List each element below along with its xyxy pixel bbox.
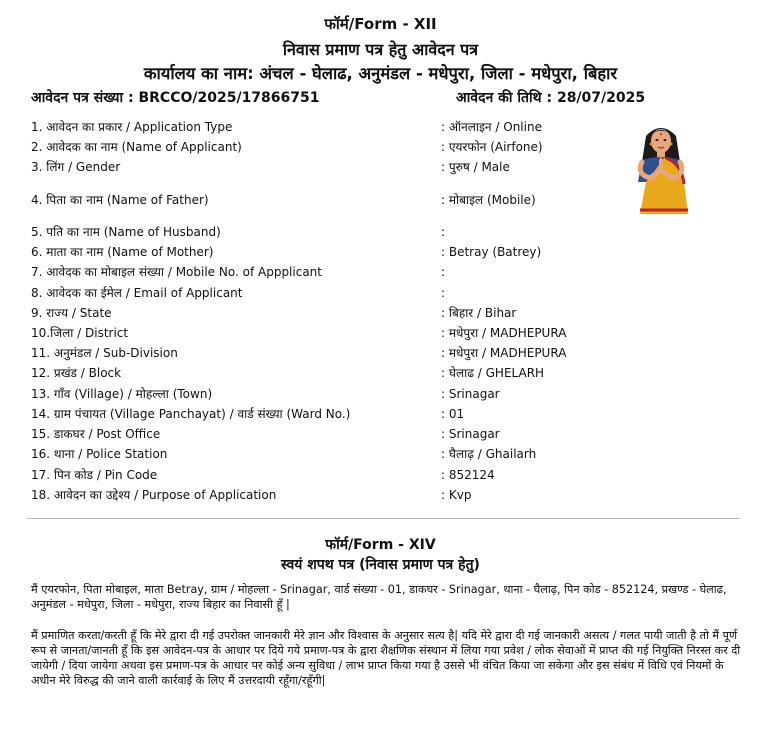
affidavit-subtitle: स्वयं शपथ पत्र (निवास प्रमाण पत्र हेतु) xyxy=(281,557,480,573)
field-label: 13. गाँव (Village) / मोहल्ला (Town) xyxy=(31,387,213,401)
field-value: : बिहार / Bihar xyxy=(441,306,517,320)
field-value: : xyxy=(441,225,446,239)
field-value: : पुरुष / Male xyxy=(441,160,510,174)
field-label: 5. पति का नाम (Name of Husband) xyxy=(31,225,221,239)
field-row xyxy=(0,405,761,423)
application-date: आवेदन की तिथि : 28/07/2025 xyxy=(456,90,646,106)
field-label: 16. थाना / Police Station xyxy=(31,447,168,461)
field-label: 17. पिन कोड / Pin Code xyxy=(31,468,158,482)
field-value: : घेलाढ / GHELARH xyxy=(441,366,545,380)
field-label: 3. लिंग / Gender xyxy=(31,160,121,174)
field-value: : एयरफोन (Airfone) xyxy=(441,140,543,154)
section-divider xyxy=(27,518,740,519)
field-value: : ऑनलाइन / Online xyxy=(441,120,542,134)
field-value: : 852124 xyxy=(441,468,495,482)
field-row xyxy=(0,284,761,302)
office-name: कार्यालय का नाम: अंचल - घेलाढ, अनुमंडल - मधेपुरा, जिला - मधेपुरा, बिहार xyxy=(143,64,618,83)
field-label: 4. पिता का नाम (Name of Father) xyxy=(31,193,209,207)
field-row xyxy=(0,263,761,281)
field-value: : मधेपुरा / MADHEPURA xyxy=(441,326,567,340)
field-value: : मधेपुरा / MADHEPURA xyxy=(441,346,567,360)
field-row xyxy=(0,304,761,322)
field-value: : घैलाढ़ / Ghailarh xyxy=(441,447,537,461)
field-row xyxy=(0,324,761,342)
field-value: : Srinagar xyxy=(441,427,500,441)
field-row xyxy=(0,445,761,463)
field-value: : xyxy=(441,286,446,300)
affidavit-paragraph-2: मैं प्रमाणित करता/करती हूँ कि मेरे द्वारा दी गई उपरोक्त जानकारी मेरे ज्ञान और विश्वास के अनुसार सत्य है| यदि मेरे द्वारा दी गई जानकारी असत्य / गलत पायी जाती है तो मैं पूर्ण रूप से जानता/जानती हूँ कि इस आवेदन-पत्र के आधार पर दिये गये प्रमाण-पत्र के द्वारा शैक्षणिक संस्थान में लिया गया प्रवेश / लोक सेवाओं में प्राप्त की गई नियुक्ति निरस्त कर दी जायेगी / दिया जायेगा अथवा इस प्रमाण-पत्र के आधार पर कोई अन्य सुविधा / लाभ प्राप्त किया गया है उससे भी वंचित किया जा सकेगा और इस संबंध में विधि एवं नियमों के अधीन मेरे विरुद्ध की जाने वाली कार्रवाई के लिए मैं उत्तरदायी रहूँगा/रहूँगी| xyxy=(31,629,741,687)
field-value: : Srinagar xyxy=(441,387,500,401)
field-row xyxy=(0,385,761,403)
field-label: 11. अनुमंडल / Sub-Division xyxy=(31,346,178,360)
field-label: 18. आवेदन का उद्देश्य / Purpose of Application xyxy=(31,488,277,502)
field-label: 9. राज्य / State xyxy=(31,306,112,320)
field-value: : मोबाइल (Mobile) xyxy=(441,193,536,207)
field-row xyxy=(0,466,761,484)
field-label: 15. डाकघर / Post Office xyxy=(31,427,161,441)
field-row xyxy=(0,243,761,261)
field-value: : Betray (Batrey) xyxy=(441,245,542,259)
field-label: 1. आवेदन का प्रकार / Application Type xyxy=(31,120,233,134)
field-value: : Kvp xyxy=(441,488,472,502)
field-row xyxy=(0,486,761,504)
field-label: 7. आवेदक का मोबाइल संख्या / Mobile No. of Appplicant xyxy=(31,265,322,279)
field-label: 14. ग्राम पंचायत (Village Panchayat) / वार्ड संख्या (Ward No.) xyxy=(31,407,351,421)
field-row xyxy=(0,425,761,443)
field-label: 2. आवेदक का नाम (Name of Applicant) xyxy=(31,140,242,154)
form-title: फॉर्म/Form - XII xyxy=(324,15,437,33)
field-row xyxy=(0,364,761,382)
field-row xyxy=(0,223,761,241)
field-label: 6. माता का नाम (Name of Mother) xyxy=(31,245,214,259)
affidavit-form-title: फॉर्म/Form - XIV xyxy=(325,537,436,553)
field-label: 8. आवेदक का ईमेल / Email of Applicant xyxy=(31,286,243,300)
field-label: 10.जिला / District xyxy=(31,326,129,340)
field-value: : 01 xyxy=(441,407,465,421)
application-number: आवेदन पत्र संख्या : BRCCO/2025/17866751 xyxy=(31,90,320,106)
applicant-photo xyxy=(626,122,696,214)
affidavit-paragraph-1: मैं एयरफोन, पिता मोबाइल, माता Betray, ग्राम / मोहल्ला - Srinagar, वार्ड संख्या - 01, डाकघर - Srinagar, थाना - घैलाढ़, पिन कोड - 852124, प्रखण्ड - घेलाढ, अनुमंडल - मधेपुरा, जिला - मधेपुरा, राज्य बिहार का निवासी हूँ | xyxy=(31,583,727,611)
form-subtitle: निवास प्रमाण पत्र हेतु आवेदन पत्र xyxy=(282,40,479,59)
field-row xyxy=(0,344,761,362)
field-value: : xyxy=(441,265,446,279)
field-label: 12. प्रखंड / Block xyxy=(31,366,122,380)
